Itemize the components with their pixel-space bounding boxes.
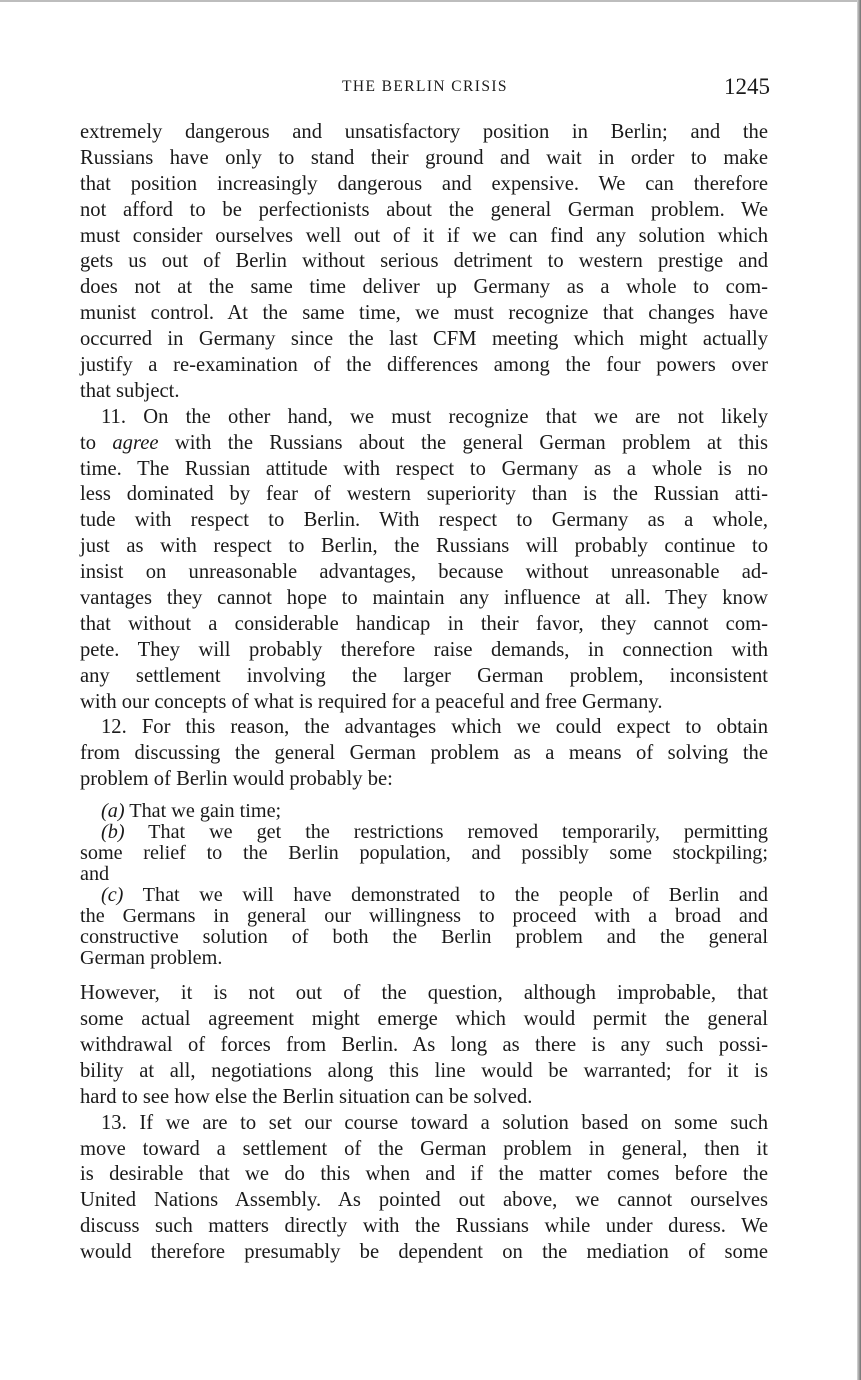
text-line: that subject.: [80, 379, 180, 402]
text-line: Russians have only to stand their ground and wait in order to make: [80, 146, 768, 169]
text-line: However, it is not out of the question, although improbable, that: [80, 982, 768, 1005]
page-binding-edge: [857, 0, 861, 1380]
text-line: bility at all, negotiations along this line would be warranted; for it is: [80, 1059, 768, 1082]
running-title: THE BERLIN CRISIS: [342, 78, 508, 95]
list-label: (c): [101, 884, 124, 907]
text-line: move toward a settlement of the German problem in general, then it: [80, 1137, 768, 1160]
list-item-a: [80, 801, 768, 822]
text-line: 13. If we are to set our course toward a solution based on some such: [101, 1111, 768, 1134]
text-run: with the Russians about the general German problem at this: [158, 431, 769, 454]
text-run: That we will have demonstrated to the people of Berlin and: [142, 884, 768, 907]
text-line: occurred in Germany since the last CFM meeting which might actually: [80, 328, 768, 351]
text-line: would therefore presumably be dependent on the mediation of some: [80, 1241, 768, 1264]
text-line: [80, 431, 768, 457]
list-item-b: [80, 822, 768, 885]
text-line: less dominated by fear of western superiority than is the Russian atti-: [80, 483, 768, 506]
text-line: constructive solution of both the Berlin problem and the general: [80, 926, 768, 949]
text-line: from discussing the general German problem as a means of solving the: [80, 742, 768, 765]
emphasis-agree: agree: [112, 431, 159, 454]
list-label: (b): [101, 821, 125, 844]
text-line: any settlement involving the larger German problem, inconsistent: [80, 664, 768, 687]
text-line: vantages they cannot hope to maintain any influence at all. They know: [80, 587, 768, 610]
text-line: insist on unreasonable advantages, because without unreasonable ad-: [80, 561, 768, 584]
text-line: pete. They will probably therefore raise demands, in connection with: [80, 638, 768, 661]
page-top-edge: [0, 0, 861, 2]
text-line: [80, 885, 768, 906]
text-line: extremely dangerous and unsatisfactory position in Berlin; and the: [80, 121, 768, 143]
text-line: that position increasingly dangerous and expensive. We can therefore: [80, 172, 768, 195]
text-line: just as with respect to Berlin, the Russians will probably continue to: [80, 535, 768, 558]
text-line: not afford to be perfectionists about the general German problem. We: [80, 198, 768, 221]
page-number: 1245: [724, 74, 770, 99]
text-line: and: [80, 863, 110, 886]
text-line: hard to see how else the Berlin situation can be solved.: [80, 1085, 533, 1108]
paragraph-12: [80, 715, 768, 793]
text-line: 11. On the other hand, we must recognize that we are not likely: [101, 405, 768, 428]
advantages-list: [80, 801, 768, 969]
paragraph-however: [80, 981, 768, 1110]
list-item-c: [80, 885, 768, 969]
text-run: That we get the restrictions removed temporarily, permitting: [148, 821, 768, 844]
paragraph-11: [80, 405, 768, 716]
paragraph-10-continuation: [80, 120, 768, 405]
text-line: some actual agreement might emerge which would permit the general: [80, 1008, 768, 1031]
text-line: time. The Russian attitude with respect to Germany as a whole is no: [80, 457, 768, 480]
text-line: the Germans in general our willingness to proceed with a broad and: [80, 905, 768, 928]
text-line: United Nations Assembly. As pointed out above, we cannot ourselves: [80, 1189, 768, 1212]
body-text: [80, 120, 768, 1266]
text-line: munist control. At the same time, we must recognize that changes have: [80, 302, 768, 325]
page-header: [80, 74, 770, 104]
text-line: discuss such matters directly with the Russians while under duress. We: [80, 1215, 768, 1238]
list-label: (a): [101, 800, 125, 823]
text-line: does not at the same time deliver up Germany as a whole to com-: [80, 276, 768, 299]
text-run: to: [80, 431, 113, 454]
text-line: justify a re-examination of the differences among the four powers over: [80, 354, 768, 377]
text-line: withdrawal of forces from Berlin. As long as there is any such possi-: [80, 1033, 768, 1056]
text-line: [80, 822, 768, 843]
text-line: is desirable that we do this when and if the matter comes before the: [80, 1163, 768, 1186]
text-line: gets us out of Berlin without serious detriment to western prestige and: [80, 250, 768, 273]
text-line: problem of Berlin would probably be:: [80, 768, 393, 791]
text-line: German problem.: [80, 947, 223, 970]
text-line: [80, 801, 768, 822]
paragraph-13: [80, 1111, 768, 1266]
text-line: tude with respect to Berlin. With respect to Germany as a whole,: [80, 509, 768, 532]
text-line: that without a considerable handicap in their favor, they cannot com-: [80, 612, 768, 635]
text-line: with our concepts of what is required for a peaceful and free Germany.: [80, 690, 663, 713]
text-line: some relief to the Berlin population, and possibly some stockpiling;: [80, 842, 768, 865]
text-line: 12. For this reason, the advantages which we could expect to obtain: [101, 716, 768, 739]
text-line: must consider ourselves well out of it if we can find any solution which: [80, 224, 768, 247]
text-run: That we gain time;: [129, 800, 282, 823]
